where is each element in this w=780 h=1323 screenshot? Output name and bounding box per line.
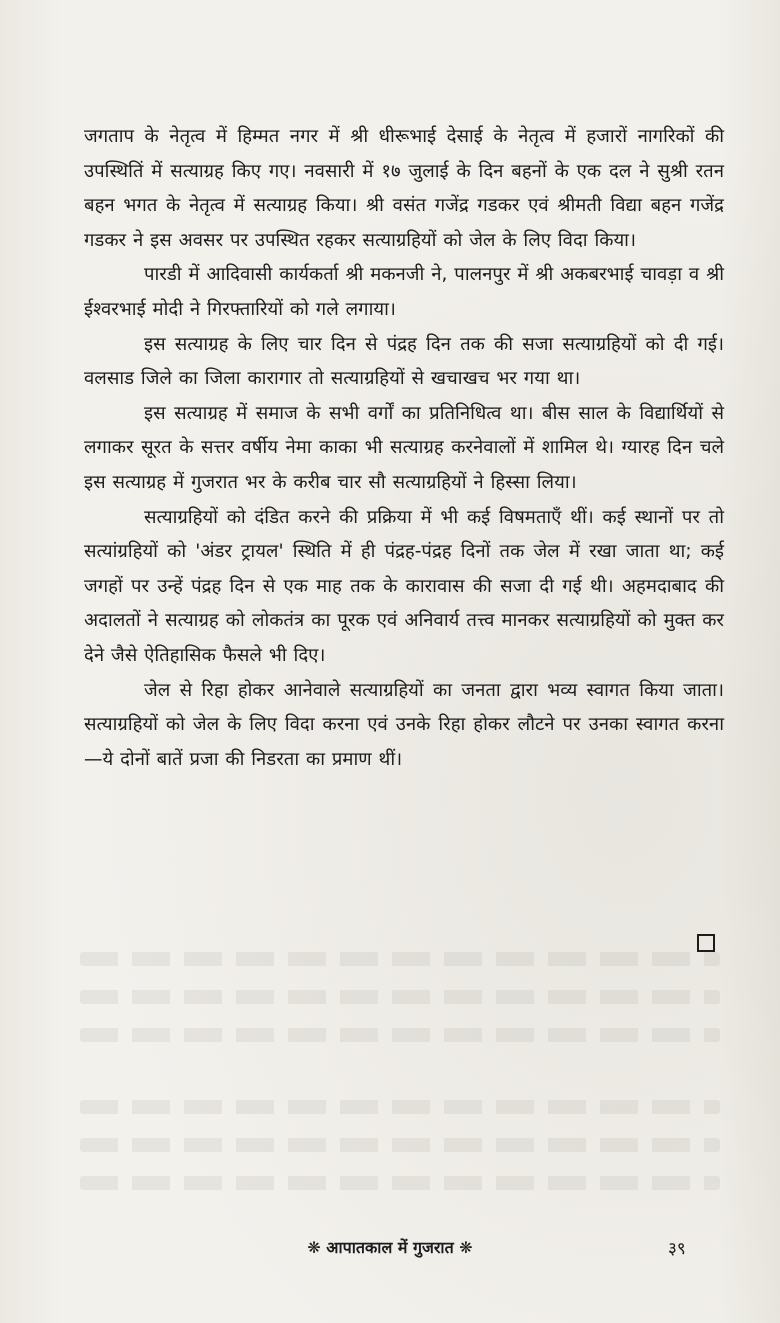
paragraph-4: इस सत्याग्रह में समाज के सभी वर्गों का प्रतिनिधित्व था। बीस साल के विद्यार्थियों से लगाकर सूरत के सत्तर वर्षीय नेमा काका भी सत्याग्रह करनेवालों में शामिल थे। ग्यारह दिन चले इस सत्याग्रह में गुजरात भर के करीब चार सौ सत्याग्रहियों ने हिस्सा लिया।	[84, 402, 724, 493]
running-footer-title: ❋ आपातकाल में गुजरात ❋	[307, 1238, 473, 1257]
paragraph-3: इस सत्याग्रह के लिए चार दिन से पंद्रह दिन तक की सजा सत्याग्रहियों को दी गई। वलसाड जिले का जिला कारागार तो सत्याग्रहियों से खचाखच भर गया था।	[84, 333, 724, 390]
paragraph-2: पारडी में आदिवासी कार्यकर्ता श्री मकनजी ने, पालनपुर में श्री अकबरभाई चावड़ा व श्री ईश्वरभाई मोदी ने गिरफ्तारियों को गले लगाया।	[84, 264, 724, 320]
page-number: ३९	[668, 1239, 686, 1259]
show-through-line	[80, 1176, 720, 1190]
show-through-line	[80, 990, 720, 1004]
show-through-line	[80, 1138, 720, 1152]
show-through-line	[80, 1028, 720, 1042]
paragraph-1: जगताप के नेतृत्व में हिम्मत नगर में श्री धीरूभाई देसाई के नेतृत्व में हजारों नागरिकों की उपस्थितिं में सत्याग्रह किए गए। नवसारी में १७ जुलाई के दिन बहनों के एक दल ने सुश्री रतन बहन भगत के नेतृत्व में सत्याग्रह किया। श्री वसंत गजेंद्र गडकर एवं श्रीमती विद्या बहन गजेंद्र गडकर ने इस अवसर पर उपस्थित रहकर सत्याग्रहियों को जेल के लिए विदा किया।	[84, 126, 724, 251]
body-text	[84, 120, 724, 777]
show-through-line	[80, 952, 720, 966]
paragraph-6: जेल से रिहा होकर आनेवाले सत्याग्रहियों का जनता द्वारा भव्य स्वागत किया जाता। सत्याग्रहियों को जेल के लिए विदा करना एवं उनके रिहा होकर लौटने पर उनका स्वागत करना—ये दोनों बातें प्रजा की निडरता का प्रमाण थीं।	[84, 679, 724, 770]
end-of-chapter-box-icon	[697, 934, 715, 952]
show-through-line	[80, 1100, 720, 1114]
paragraph-5: सत्याग्रहियों को दंडित करने की प्रक्रिया में भी कई विषमताएँ थीं। कई स्थानों पर तो सत्यांग्रहियों को 'अंडर ट्रायल' स्थिति में ही पंद्रह-पंद्रह दिनों तक जेल में रखा जाता था; कई जगहों पर उन्हें पंद्रह दिन से एक माह तक के कारावास की सजा दी गई थी। अहमदाबाद की अदालतों ने सत्याग्रह को लोकतंत्र का पूरक एवं अनिवार्य तत्त्व मानकर सत्याग्रहियों को मुक्त कर देने जैसे ऐतिहासिक फैसले भी दिए।	[84, 506, 724, 666]
